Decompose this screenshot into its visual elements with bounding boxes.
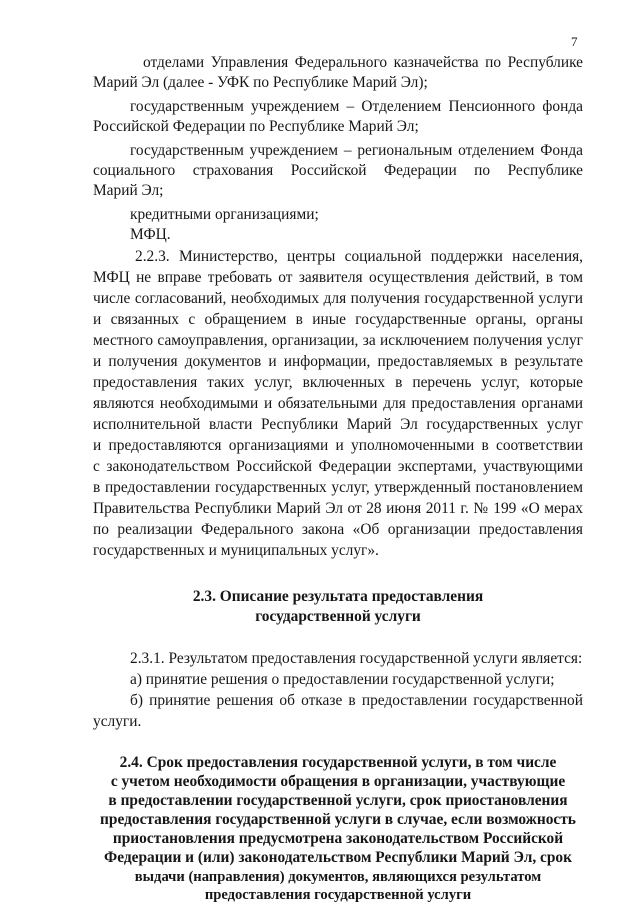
text-line: государственным учреждением – региональным отделением Фонда bbox=[130, 142, 583, 159]
text-line: социального страхования Российской Федерации по Республике bbox=[93, 162, 583, 179]
section-heading: выдачи (направления) документов, являющихся результатом bbox=[134, 869, 542, 885]
text-line: кредитными организациями; bbox=[130, 206, 319, 223]
text-line: по реализации Федерального закона «Об организации предоставления bbox=[93, 521, 583, 538]
text-line: 2.3.1. Результатом предоставления государственной услуги является: bbox=[130, 650, 583, 667]
text-line: государственным учреждением – Отделением Пенсионного фонда bbox=[130, 98, 583, 115]
section-heading: государственной услуги bbox=[255, 608, 421, 625]
text-line: Марий Эл (далее - УФК по Республике Марий Эл); bbox=[93, 74, 428, 91]
text-line: Российской Федерации по Республике Марий Эл; bbox=[93, 118, 419, 135]
text-line: и предоставляются организациями и уполномоченными в соответствии bbox=[93, 437, 583, 454]
text-line: в предоставлении государственных услуг, утвержденный постановлением bbox=[93, 479, 583, 496]
section-heading: предоставления государственной услуги bbox=[204, 887, 472, 903]
section-heading: приостановления предусмотрена законодательством Российской bbox=[112, 830, 564, 847]
section-heading: предоставления государственной услуги в случае, если возможность bbox=[100, 811, 576, 828]
text-line: государственных и муниципальных услуг». bbox=[93, 542, 379, 559]
text-line: б) принятие решения об отказе в предоставлении государственной bbox=[130, 692, 583, 709]
text-line: и связанных с обращением в иные государственные органы, органы bbox=[93, 311, 583, 328]
section-heading: 2.3. Описание результата предоставления bbox=[192, 588, 484, 605]
text-line: исполнительной власти Республики Марий Эл государственных услуг bbox=[93, 416, 583, 433]
text-line: услуги. bbox=[93, 713, 142, 730]
section-heading: в предоставлении государственной услуги, срок приостановления bbox=[108, 792, 568, 809]
text-line: с законодательством Российской Федерации экспертами, участвующими bbox=[93, 458, 583, 475]
text-line: местного самоуправления, организации, за исключением получения услуг bbox=[93, 332, 583, 349]
page-number: 7 bbox=[571, 34, 578, 49]
text-line: отделами Управления Федерального казначейства по Республике bbox=[143, 54, 583, 71]
section-heading: 2.4. Срок предоставления государственной услуги, в том числе bbox=[119, 754, 557, 771]
text-line: Правительства Республики Марий Эл от 28 июня 2011 г. № 199 «О мерах bbox=[93, 500, 583, 517]
section-heading: Федерации и (или) законодательством Республики Марий Эл, срок bbox=[104, 849, 572, 866]
text-line: МФЦ не вправе требовать от заявителя осуществления действий, в том bbox=[93, 269, 583, 286]
text-line: предоставления таких услуг, включенных в перечень услуг, которые bbox=[93, 374, 583, 391]
text-line: 2.2.3. Министерство, центры социальной поддержки населения, bbox=[135, 248, 583, 265]
text-line: Марий Эл; bbox=[93, 182, 164, 199]
text-line: и получения документов и информации, предоставляемых в результате bbox=[93, 353, 583, 370]
section-heading: с учетом необходимости обращения в организации, участвующие bbox=[110, 773, 566, 790]
text-line: МФЦ. bbox=[130, 226, 171, 243]
text-line: а) принятие решения о предоставлении государственной услуги; bbox=[130, 671, 555, 688]
text-line: числе согласований, необходимых для получения государственной услуги bbox=[93, 290, 583, 307]
text-line: являются необходимыми и обязательными для предоставления органами bbox=[93, 395, 583, 412]
